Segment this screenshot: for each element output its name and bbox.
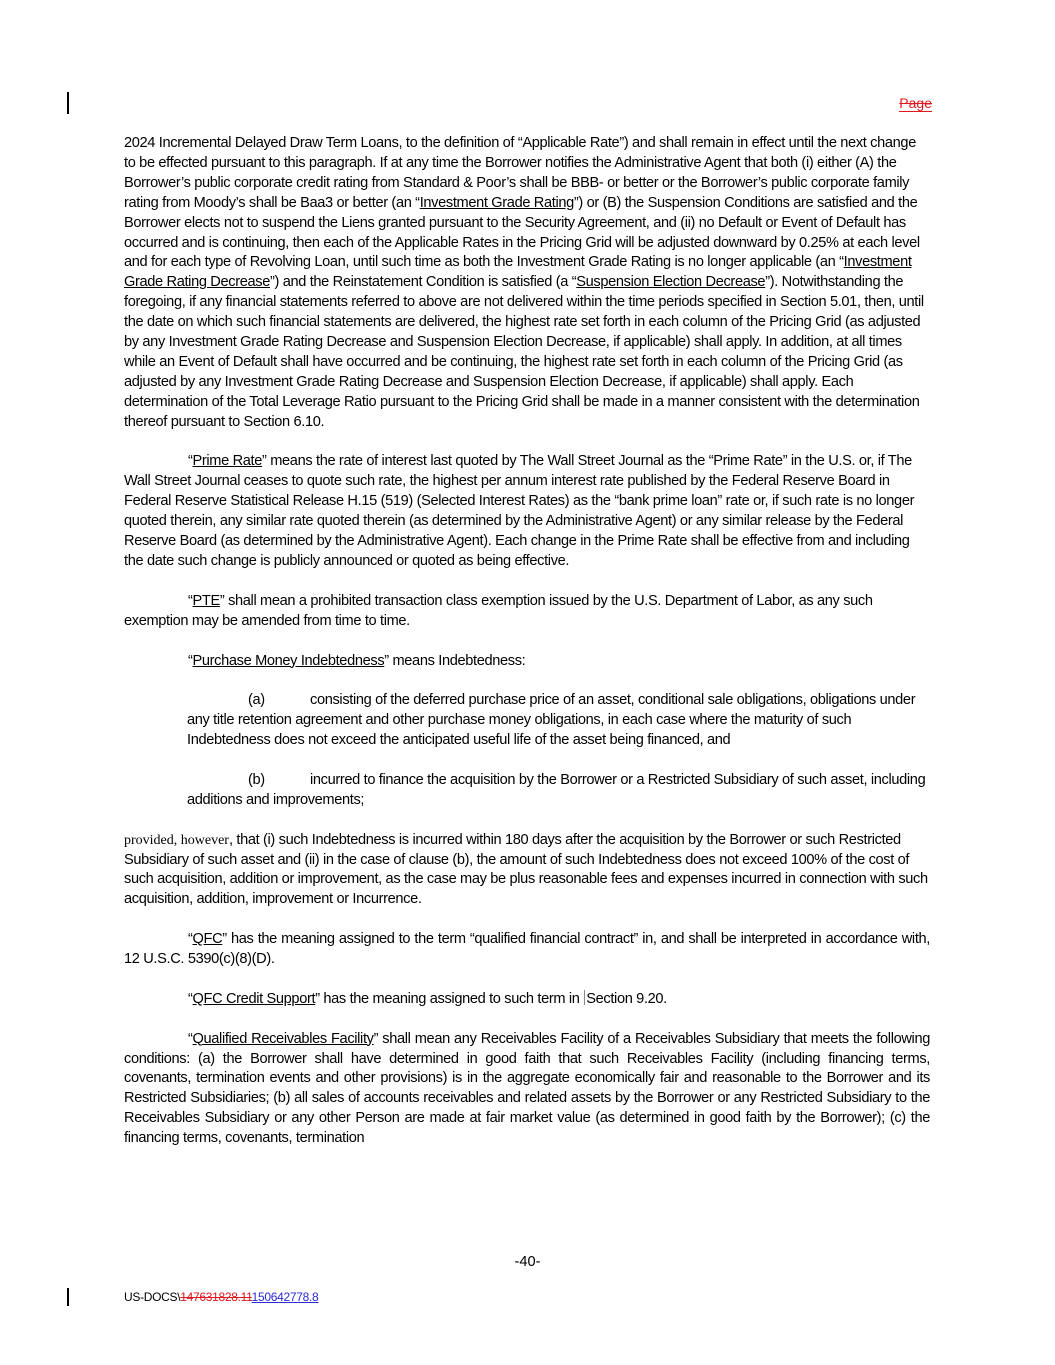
defined-term: QFC Credit Support: [192, 990, 316, 1007]
definition-qfc: “QFC” has the meaning assigned to the term “qualified financial contract” in, and shall be interpreted in accordance with, 12 U.S.C. 5390(c)(8)(D).: [124, 931, 930, 968]
document-body: [124, 134, 930, 1169]
definition-purchase-money-indebtedness: “Purchase Money Indebtedness” means Indebtedness:: [188, 652, 526, 669]
defined-term: QFC: [192, 931, 223, 948]
doc-prefix: US-DOCS\: [124, 1290, 181, 1304]
definition-qfc-credit-support: “QFC Credit Support” has the meaning assigned to such term in Section 9.20.: [188, 990, 667, 1007]
clause-label: (a): [248, 692, 265, 709]
proviso: provided, however, that (i) such Indebtedness is incurred within 180 days after the acquisition by the Borrower or such Restricted Subsidiary of such asset and (ii) in the case of clause (b), the amount of such Indebtedness does not exceed 100% of the cost of such acquisition, addition or improvement, as the case may be plus reasonable fees and expenses incurred in connection with such acquisition, addition, improvement or Incurrence.: [124, 831, 928, 908]
definition-prime-rate: “Prime Rate” means the rate of interest last quoted by The Wall Street Journal as the “Prime Rate” in the U.S. or, if The Wall Street Journal ceases to quote such rate, the highest per annum interest rate published by the Federal Reserve Board in Federal Reserve Statistical Release H.15 (519) (Selected Interest Rates) as the “bank prime loan” rate or, if such rate is no longer quoted therein, any similar rate quoted therein (as determined by the Administrative Agent) or any similar release by the Federal Reserve Board (as determined by the Administrative Agent). Each change in the Prime Rate shall be effective from and including the date such change is publicly announced or quoted as being effective.: [124, 453, 915, 570]
defined-term: Investment Grade Rating: [419, 194, 574, 211]
defined-term: Purchase Money Indebtedness: [192, 652, 385, 669]
change-bar: [67, 1288, 69, 1306]
defined-term: Prime Rate: [192, 453, 263, 470]
defined-term: Investment Grade Rating Decrease: [124, 254, 912, 291]
defined-term: PTE: [192, 592, 220, 609]
defined-term: Qualified Receivables Facility: [192, 1030, 374, 1047]
defined-term: Suspension Election Decrease: [576, 274, 766, 291]
document-id-footer: [124, 1290, 318, 1304]
clause-label: (b): [248, 771, 265, 788]
change-bar: [67, 92, 69, 114]
deleted-doc-id: 147631828.11: [180, 1290, 252, 1304]
definition-pte: “PTE” shall mean a prohibited transaction class exemption issued by the U.S. Department of Labor, as any such exemption may be amended from time to time.: [124, 592, 873, 629]
page-marker-deleted: Page: [899, 95, 932, 111]
proviso-lead: provided, however: [124, 832, 229, 848]
definition-qualified-receivables-facility: “Qualified Receivables Facility” shall mean any Receivables Facility of a Receivables Subsidiary that meets the following conditions: (a) the Borrower shall have determined in good faith that such Receivables Facility (including financing terms, covenants, termination events and other provisions) is in the aggregate economically fair and reasonable to the Borrower and its Restricted Subsidiaries; (b) all sales of accounts receivables and related assets by the Borrower or any Restricted Subsidiary to the Receivables Subsidiary or any other Person are made at fair market value (as determined in good faith by the Borrower); (c) the financing terms, covenants, termination: [124, 1030, 930, 1147]
paragraph-applicable-rate-continuation: 2024 Incremental Delayed Draw Term Loans, to the definition of “Applicable Rate”) and shall remain in effect until the next change to be effected pursuant to this paragraph. If at any time the Borrower notifies the Administrative Agent that both (i) either (A) the Borrower’s public corporate credit rating from Standard & Poor’s shall be BBB- or better or the Borrower’s public corporate family rating from Moody’s shall be Baa3 or better (an “Investment Grade Rating”) or (B) the Suspension Conditions are satisfied and the Borrower elects not to suspend the Liens granted pursuant to the Security Agreement, and (ii) no Default or Event of Default has occurred and is continuing, then each of the Applicable Rates in the Pricing Grid will be adjusted downward by 0.25% at each level and for each type of Revolving Loan, until such time as both the Investment Grade Rating is no longer applicable (an “Investment Grade Rating Decrease”) and the Reinstatement Condition is satisfied (a “Suspension Election Decrease”). Notwithstanding the foregoing, if any financial statements referred to above are not delivered within the time periods specified in Section 5.01, then, until the date on which such financial statements are delivered, the highest rate set forth in each column of the Pricing Grid (as adjusted by any Investment Grade Rating Decrease and Suspension Election Decrease, if applicable) shall apply. In addition, at all times while an Event of Default shall have occurred and be continuing, the highest rate set forth in each column of the Pricing Grid (as adjusted by any Investment Grade Rating Decrease and Suspension Election Decrease, if applicable) shall apply. Each determination of the Total Leverage Ratio pursuant to the Pricing Grid shall be made in a manner consistent with the determination thereof pursuant to Section 6.10.: [124, 135, 924, 430]
page-number: -40-: [514, 1254, 541, 1270]
inserted-doc-id: 150642778.8: [251, 1290, 319, 1304]
clause-a: (a) consisting of the deferred purchase price of an asset, conditional sale obligations, obligations under any title retention agreement and other purchase money obligations, in each case where the maturity of such Indebtedness does not exceed the anticipated useful life of the asset being financed, and: [187, 692, 916, 749]
clause-b: (b) incurred to finance the acquisition by the Borrower or a Restricted Subsidiary of such asset, including additions and improvements;: [187, 771, 926, 808]
